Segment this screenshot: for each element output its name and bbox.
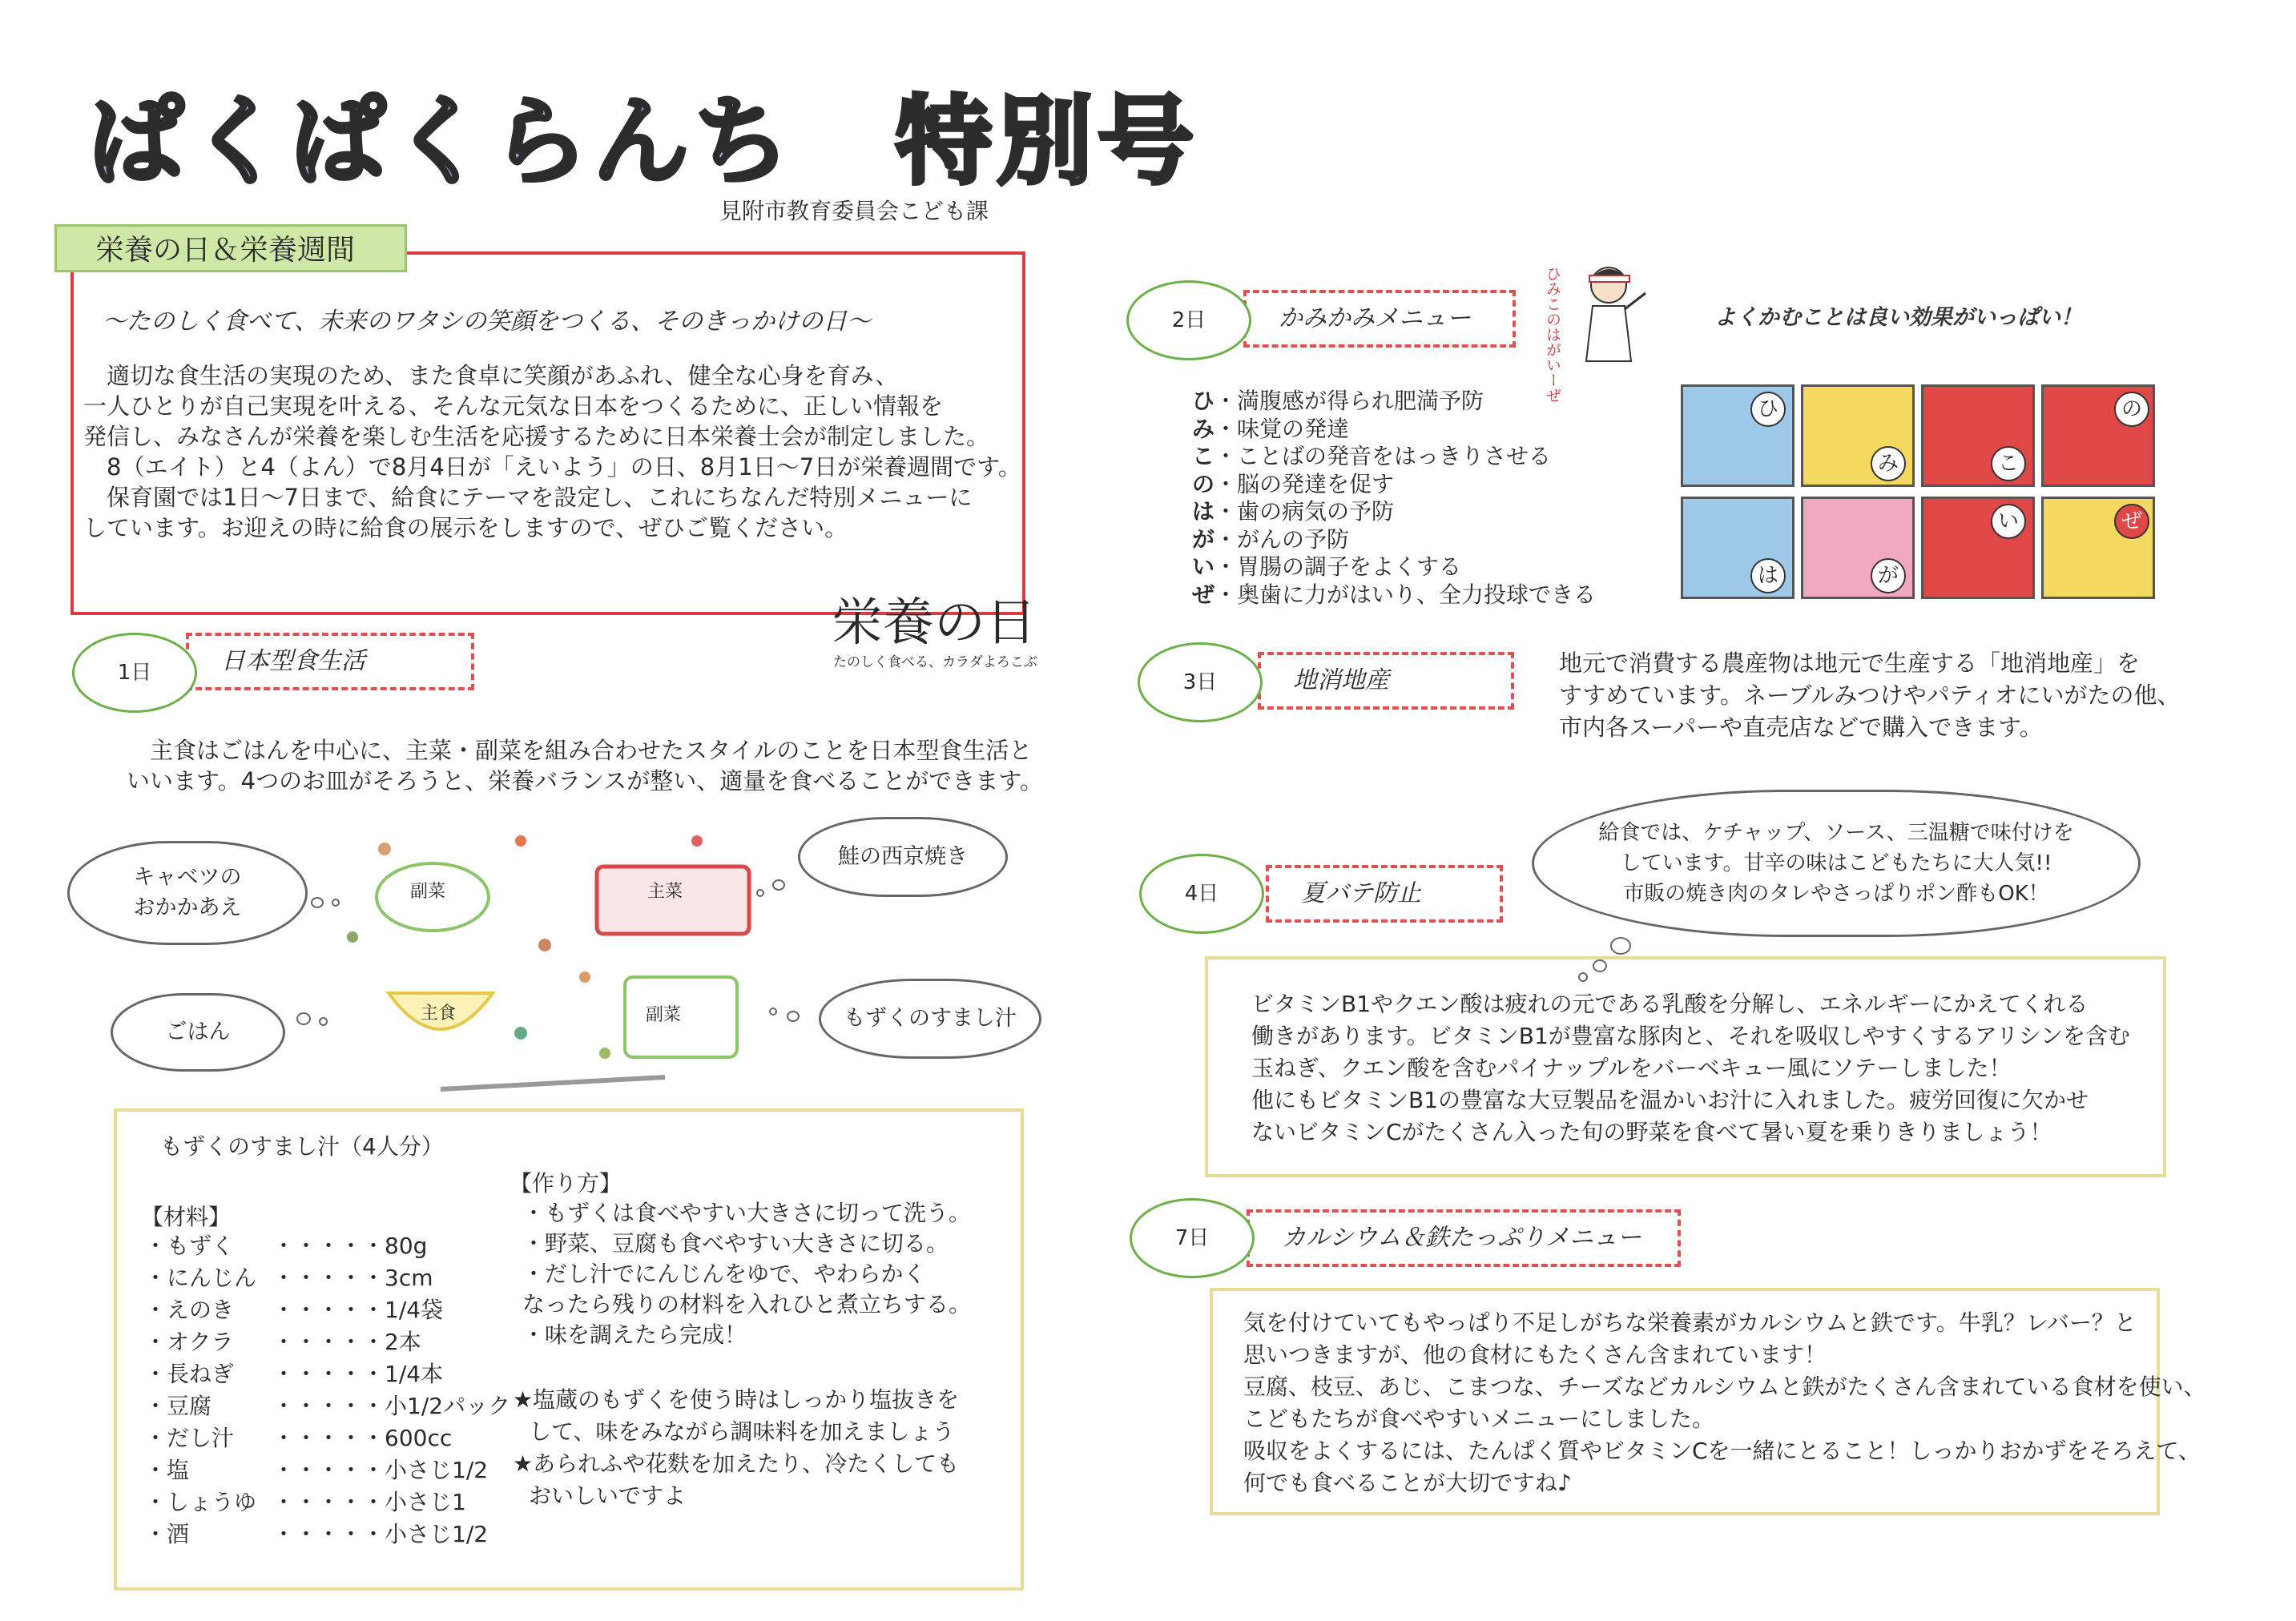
benefit-text: ・味覚の発達: [1214, 415, 1350, 442]
intro-line: 発信し、みなさんが栄養を楽しむ生活を応援するために日本栄養士会が制定しました。: [83, 423, 990, 450]
ingredient-amount: ・・・・・小さじ1/2: [272, 1457, 489, 1483]
cloud-salmon: 鮭の西京焼き: [798, 817, 1008, 897]
day4-line: ビタミンB1やクエン酸は疲れの元である乳酸を分解し、エネルギーにかえてくれる: [1251, 991, 2089, 1017]
intro-line: 保育園では1日～7日まで、給食にテーマを設定し、これにちなんだ特別メニューに: [83, 484, 973, 511]
method-step: なったら残りの材料を入れひと煮立ちする。: [522, 1291, 972, 1317]
ingredient-amount: ・・・・・80g: [272, 1233, 428, 1259]
intro-line: 適切な食生活の実現のため、また食卓に笑顔があふれ、健全な心身を育み、: [83, 362, 899, 389]
ingredient-name: ・長ねぎ: [144, 1361, 235, 1387]
ingredient-amount: ・・・・・1/4袋: [272, 1297, 444, 1323]
recipe-note: して、味をみながら調味料を加えましょう: [529, 1418, 955, 1445]
panel-no: [2041, 384, 2155, 487]
character-caption: ひみこのはがいーぜ: [1544, 266, 1561, 403]
panel-badge: ぜ: [2114, 504, 2149, 539]
plate-label: 主食: [421, 1004, 457, 1024]
benefit-kana-char: ぜ: [1192, 581, 1215, 608]
cloud-line: 市販の焼き肉のタレやさっぱりポン酢もOK！: [1623, 882, 2049, 906]
intro-line: 8（エイト）と4（よん）で8月4日が「えいよう」の日、8月1日～7日が栄養週間です。: [83, 453, 1021, 481]
panel-ze: [2041, 497, 2155, 599]
day1-line: 主食はごはんを中心に、主菜・副菜を組み合わせたスタイルのことを日本型食生活と: [127, 737, 1033, 764]
day7-text: [1243, 1307, 2206, 1499]
panel-ha: [1681, 497, 1795, 599]
panel-badge: い: [1991, 504, 2026, 539]
panel-badge: が: [1871, 558, 1906, 593]
day1-theme: 日本型食生活: [186, 633, 474, 690]
ingredient-name: ・だし汁: [144, 1425, 235, 1451]
intro-line: しています。お迎えの時に給食の展示をしますので、ぜひご覧ください。: [83, 514, 848, 541]
ingredient-name: ・酒: [144, 1521, 190, 1547]
panel-mi: [1801, 384, 1915, 487]
ingredient-amount: ・・・・・3cm: [272, 1265, 433, 1291]
chopsticks: [441, 1077, 665, 1089]
ingredient-amount: ・・・・・小1/2パック: [272, 1393, 511, 1419]
benefit-kana-char: の: [1192, 470, 1215, 497]
cloud-line: しています。甘辛の味はこどもたちに大人気!!: [1620, 851, 2052, 875]
ingredient-name: ・塩: [144, 1457, 190, 1483]
eiyou-no-hi-logo: 栄養の日: [832, 593, 1037, 653]
benefit-kana-char: は: [1192, 498, 1215, 525]
day2-circle: 2日: [1126, 280, 1251, 360]
meal-plates-illustration: [320, 825, 769, 1097]
benefit-text: ・満腹感が得られ肥満予防: [1214, 388, 1484, 414]
ingredient-amount: ・・・・・1/4本: [272, 1361, 444, 1387]
plate-label: 主菜: [647, 882, 683, 902]
day4-line: 玉ねぎ、クエン酸を含むパイナップルをバーベキュー風にソテーしました！: [1251, 1055, 2012, 1081]
ingredient-name: ・にんじん: [144, 1265, 257, 1291]
intro-subtitle: ～たのしく食べて、未来のワタシの笑顔をつくる、そのきっかけの日～: [103, 308, 872, 336]
benefit-text: ・奥歯に力がはいり、全力投球できる: [1214, 581, 1597, 608]
ingredient-name: ・オクラ: [144, 1329, 234, 1355]
day4-line: 働きがあります。ビタミンB1が豊富な豚肉と、それを吸収しやすくするアリシンを含む: [1251, 1023, 2130, 1049]
panel-ga: [1801, 497, 1915, 599]
chewing-benefit-panels: [1681, 384, 2158, 602]
ingredient-amount: ・・・・・2本: [272, 1329, 421, 1355]
cloud-rice: ごはん: [111, 993, 285, 1072]
day3-theme: 地消地産: [1258, 652, 1514, 710]
day2-headline: よくかむことは良い効果がいっぱい！: [1714, 305, 2082, 330]
day4-text: [1251, 988, 2130, 1148]
benefit-kana-char: こ: [1192, 443, 1215, 469]
benefit-text: ・ことばの発音をはっきりさせる: [1214, 443, 1552, 469]
plate-label: 副菜: [410, 882, 446, 902]
day7-line: 何でも食べることが大切ですね♪: [1243, 1470, 1572, 1496]
ingredient-names: [144, 1230, 256, 1551]
benefit-kana-char: ひ: [1192, 388, 1215, 414]
day3-line: 市内各スーパーや直売店などで購入できます。: [1559, 714, 2043, 741]
day1-text: [127, 735, 1043, 796]
day7-line: 豆腐、枝豆、あじ、こまつな、チーズなどカルシウムと鉄がたくさん含まれている食材を使い、: [1243, 1374, 2206, 1400]
day7-circle: 7日: [1130, 1198, 1255, 1278]
ingredient-amounts: [272, 1230, 510, 1551]
recipe-notes: [513, 1384, 959, 1512]
method-step: ・もずくは食べやすい大きさに切って洗う。: [522, 1200, 972, 1226]
section-label: 栄養の日＆栄養週間: [54, 224, 407, 272]
ingredient-name: ・しょうゆ: [144, 1489, 257, 1515]
character-illustration: [1569, 261, 1657, 365]
plate-label: 副菜: [646, 1005, 682, 1025]
panel-badge: は: [1750, 558, 1786, 593]
benefit-kana-char: が: [1192, 525, 1215, 553]
day1-circle: 1日: [72, 633, 197, 713]
cloud-mozuku: もずくのすまし汁: [819, 979, 1041, 1059]
day7-line: 吸収をよくするには、たんぱく質やビタミンCを一緒にとること！しっかりおかずをそろえて、: [1243, 1438, 2201, 1464]
day4-cloud: [1532, 790, 2141, 937]
day2-theme: かみかみメニュー: [1243, 290, 1516, 348]
benefit-kana-char: い: [1192, 553, 1215, 580]
method-step: ・だし汁でにんじんをゆで、やわらかく: [522, 1261, 926, 1287]
panel-badge: こ: [1991, 446, 2026, 481]
panel-badge: ひ: [1750, 392, 1786, 427]
method-header: 【作り方】: [510, 1170, 622, 1197]
day1-line: いいます。4つのお皿がそろうと、栄養バランスが整い、適量を食べることができます。: [127, 767, 1043, 794]
day4-circle: 4日: [1139, 854, 1264, 934]
day3-line: すすめています。ネーブルみつけやパティオにいがたの他、: [1559, 682, 2181, 709]
panel-badge: の: [2114, 392, 2149, 427]
benefit-kana: [1192, 388, 1214, 609]
newsletter-title: ぱくぱくらんち 特別号: [88, 86, 1198, 198]
ingredient-name: ・もずく: [144, 1233, 235, 1259]
day7-line: 思いつきますが、他の食材にもたくさん含まれています！: [1243, 1341, 1827, 1368]
day4-line: ないビタミンCがたくさん入った旬の野菜を食べて暑い夏を乗りきりましょう！: [1251, 1119, 2052, 1145]
intro-line: 一人ひとりが自己実現を叶える、そんな元気な日本をつくるために、正しい情報を: [83, 392, 944, 420]
benefit-text: ・がんの予防: [1214, 525, 1350, 553]
day7-line: こどもたちが食べやすいメニューにしました。: [1243, 1406, 1715, 1432]
ingredient-amount: ・・・・・600cc: [272, 1425, 453, 1451]
panel-badge: み: [1871, 446, 1906, 481]
day7-line: 気を付けていてもやっぱり不足しがちな栄養素がカルシウムと鉄です。牛乳？レバー？と: [1243, 1309, 2137, 1336]
cloud-line: 給食では、ケチャップ、ソース、三温糖で味付けを: [1598, 821, 2074, 845]
ingredient-name: ・豆腐: [144, 1393, 212, 1419]
recipe-note: ★塩蔵のもずくを使う時はしっかり塩抜きを: [513, 1386, 960, 1413]
ingredient-amount: ・・・・・小さじ1/2: [272, 1521, 489, 1547]
benefit-text: ・胃腸の調子をよくする: [1214, 553, 1462, 580]
day4-theme: 夏バテ防止: [1266, 865, 1503, 923]
benefit-texts: [1214, 388, 1596, 609]
recipe-note: ★あられふや花麩を加えたり、冷たくしても: [513, 1450, 960, 1477]
benefit-kana-char: み: [1192, 415, 1215, 442]
day4-line: 他にもビタミンB1の豊富な大豆製品を温かいお汁に入れました。疲労回復に欠かせ: [1251, 1087, 2089, 1113]
panel-i: [1921, 497, 2035, 599]
intro-text: [83, 360, 1021, 543]
ingredient-name: ・えのき: [144, 1297, 235, 1323]
ingredient-amount: ・・・・・小さじ1: [272, 1489, 466, 1515]
method-step: ・味を調えたら完成！: [522, 1321, 747, 1348]
benefit-text: ・歯の病気の予防: [1214, 498, 1395, 525]
benefit-text: ・脳の発達を促す: [1214, 470, 1395, 497]
method-step: ・野菜、豆腐も食べやすい大きさに切る。: [522, 1230, 949, 1257]
day3-text: [1559, 647, 2180, 743]
logo-tagline: たのしく食べる、カラダよろこぶ: [833, 654, 1037, 670]
publisher-name: 見附市教育委員会こども課: [719, 198, 989, 224]
day3-line: 地元で消費する農産物は地元で生産する「地消地産」を: [1559, 650, 2141, 677]
recipe-note: おいしいですよ: [529, 1482, 687, 1509]
day3-circle: 3日: [1138, 642, 1263, 722]
panel-ko: [1921, 384, 2035, 487]
recipe-title: もずくのすまし汁（4人分）: [160, 1133, 444, 1160]
panel-hi: [1681, 384, 1795, 487]
day7-theme: カルシウム＆鉄たっぷりメニュー: [1247, 1209, 1681, 1267]
method-steps: [522, 1198, 971, 1350]
ingredients-header: 【材料】: [141, 1204, 232, 1230]
cloud-cabbage: キャベツの おかかあえ: [67, 841, 308, 945]
